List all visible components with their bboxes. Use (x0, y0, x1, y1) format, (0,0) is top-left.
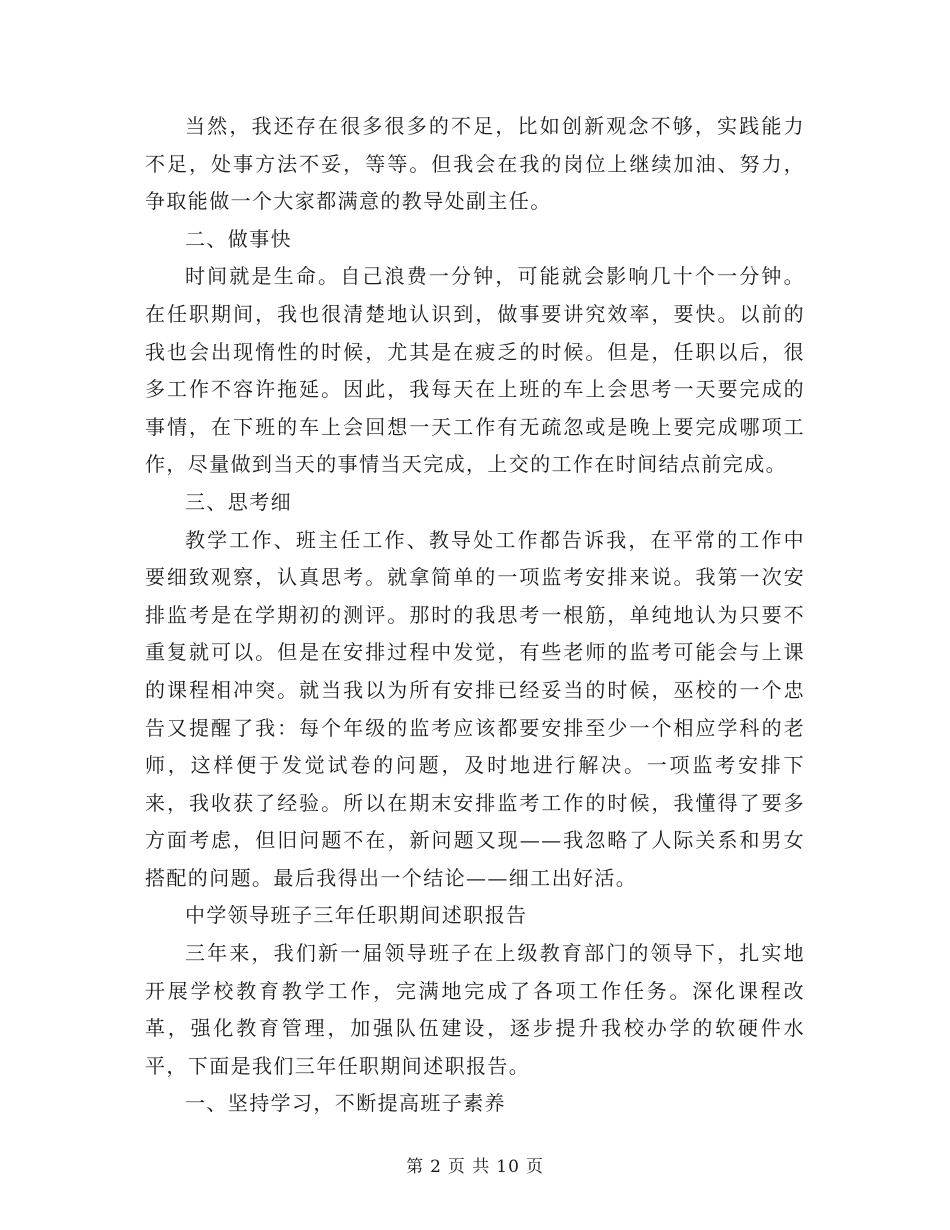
section-heading-keep-learning: 一、坚持学习，不断提高班子素养 (185, 1091, 506, 1116)
paragraph-think-carefully: 教学工作、班主任工作、教导处工作都告诉我，在平常的工作中要细致观察，认真思考。就拿简单的一项监考安排来说。我第一次安排监考是在学期初的测评。那时的我思考一根筋，单纯地认为只要不重复就可以。但是在安排过程中发觉，有些老师的监考可能会与上课的课程相冲突。就当我以为所有安排已经妥当的时候，巫校的一个忠告又提醒了我：每个年级的监考应该都要安排至少一个相应学科的老师，这样便于发觉试卷的问题，及时地进行解决。一项监考安排下来，我收获了经验。所以在期末安排监考工作的时候，我懂得了要多方面考虑，但旧问题不在，新问题又现——我忽略了人际关系和男女搭配的问题。最后我得出一个结论——细工出好活。 (145, 527, 805, 890)
footer-middle: 页 共 (447, 1157, 491, 1177)
section-heading-think-carefully: 三、思考细 (185, 489, 292, 514)
footer-total-pages: 10 (496, 1157, 520, 1177)
document-body (145, 108, 805, 1123)
section-heading-work-fast: 二、做事快 (185, 226, 292, 251)
paragraph-shortcomings: 当然，我还存在很多很多的不足，比如创新观念不够，实践能力不足，处事方法不妥，等等。但我会在我的岗位上继续加油、努力，争取能做一个大家都满意的教导处副主任。 (145, 114, 805, 214)
footer-prefix: 第 (406, 1157, 425, 1177)
footer-suffix: 页 (525, 1157, 544, 1177)
report-title: 中学领导班子三年任职期间述职报告 (185, 903, 528, 928)
page-footer (0, 1152, 950, 1177)
paragraph-work-fast: 时间就是生命。自己浪费一分钟，可能就会影响几十个一分钟。在任职期间，我也很清楚地认识到，做事要讲究效率，要快。以前的我也会出现惰性的时候，尤其是在疲乏的时候。但是，任职以后，很多工作不容许拖延。因此，我每天在上班的车上会思考一天要完成的事情，在下班的车上会回想一天工作有无疏忽或是晚上要完成哪项工作，尽量做到当天的事情当天完成，上交的工作在时间结点前完成。 (145, 264, 805, 477)
paragraph-report-intro: 三年来，我们新一届领导班子在上级教育部门的领导下，扎实地开展学校教育教学工作，完满地完成了各项工作任务。深化课程改革，强化教育管理，加强队伍建设，逐步提升我校办学的软硬件水平，下面是我们三年任职期间述职报告。 (145, 941, 805, 1078)
footer-current-page: 2 (430, 1157, 442, 1177)
